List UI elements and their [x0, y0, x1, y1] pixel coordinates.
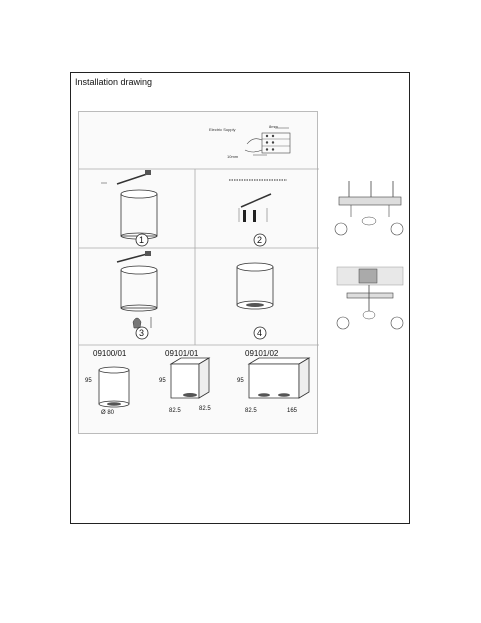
document-page	[70, 72, 410, 524]
installation-drawing	[78, 111, 318, 434]
step-3-number: 3	[139, 328, 145, 338]
model-3-width: 165	[287, 408, 298, 414]
step4-illustration	[237, 263, 273, 309]
model-09101-02-drawing	[249, 358, 309, 398]
supply-dim-bottom: 10mm	[227, 154, 239, 159]
mounting-sketch-bottom	[337, 267, 403, 329]
page-title: Installation drawing	[75, 77, 153, 87]
step3-illustration	[117, 251, 157, 328]
model-2-height: 95	[159, 378, 166, 384]
model-09100-drawing	[99, 367, 129, 407]
step-markers	[136, 234, 266, 339]
model-3-height: 95	[237, 378, 244, 384]
model-2-depth: 82.5	[169, 408, 181, 414]
model-09101-01-drawing	[171, 358, 209, 398]
step-2-number: 2	[257, 235, 263, 245]
model-1-diameter: Ø 80	[101, 410, 115, 416]
step-4-number: 4	[257, 328, 263, 338]
step-1-number: 1	[139, 235, 145, 245]
terminal-block-diagram	[245, 128, 290, 155]
model-1-height: 95	[85, 378, 92, 384]
mounting-sketches	[329, 175, 411, 355]
mounting-sketch-top	[335, 181, 403, 235]
model-3-depth: 82.5	[245, 408, 257, 414]
supply-dim-top: 8mm	[269, 124, 278, 129]
step2-illustration	[229, 180, 287, 222]
supply-label: Electric Supply	[209, 127, 236, 132]
model-2-width: 82.5	[199, 406, 211, 412]
model-1-code: 09100/01	[93, 349, 127, 358]
step1-illustration	[101, 170, 157, 239]
model-2-code: 09101/01	[165, 349, 199, 358]
model-3-code: 09101/02	[245, 349, 279, 358]
drawing-svg	[79, 112, 319, 435]
